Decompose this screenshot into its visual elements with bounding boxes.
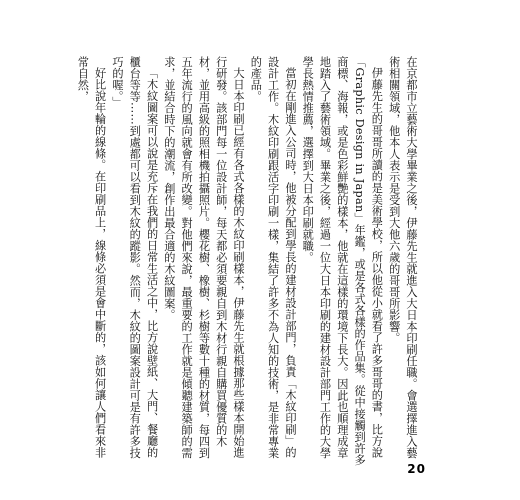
paragraph: 大日本印刷已經有各式各樣的木紋印刷樣本，伊藤先生就根據那些樣本開始進行研發。該部門每一位設計師，每天都必須要親自到木材行親自購買優質的木材，並用高級的照相機拍攝照片。櫻花樹、橡樹、杉樹等數十種的材質，每四到五年流行的風向就會有所改變。對他們來說，最重要的工作就是傾聽建築師的需求，並結合時下的潮流，創作出最合適的木紋圖案。	[162, 56, 246, 459]
paragraph: 當初在剛進入公司時，他被分配到學長的建材設計部門，負責「木紋印刷」的設計工作。木紋印刷跟活字印刷一樣，集結了許多不為人知的技術，是非常專業的產品。	[249, 56, 297, 459]
body-text	[76, 56, 420, 466]
page-number: 20	[407, 462, 426, 476]
paragraph: 好比說年輪的線條。在印刷品上，線條必須是會中斷的，該如何讓人們看來非常自然，	[76, 56, 107, 459]
paragraph: 在京都市立藝術大學畢業之後，伊藤先生就進入大日本印刷任職。會選擇進入藝術相關領域，他本人表示是受到大他六歲的哥哥所影響。	[387, 56, 418, 459]
paragraph: 伊藤先生的哥哥所讀的是美術學校，所以他從小就看了許多哥哥的書，比方說「Graphic Design in Japan」年鑑，或是各式各樣的作品集。從中接觸到許多商標、海報，或是色彩鮮艷的樣本，他就在這樣的環境下長大。因此也順理成章地踏入了藝術領域。畢業之後，經過一位大日本印刷的建材設計部門工作的大學學長熱情推薦，選擇到大日本印刷就職。	[301, 56, 384, 466]
paragraph: 「木紋圖案可以說是充斥在我們的日常生活之中，比方說壁紙、大門、餐廳的櫃台等等……到處都可以看到木紋的蹤影。然而，木紋的圖案設計可是有許多技巧的喔。」	[110, 56, 159, 459]
